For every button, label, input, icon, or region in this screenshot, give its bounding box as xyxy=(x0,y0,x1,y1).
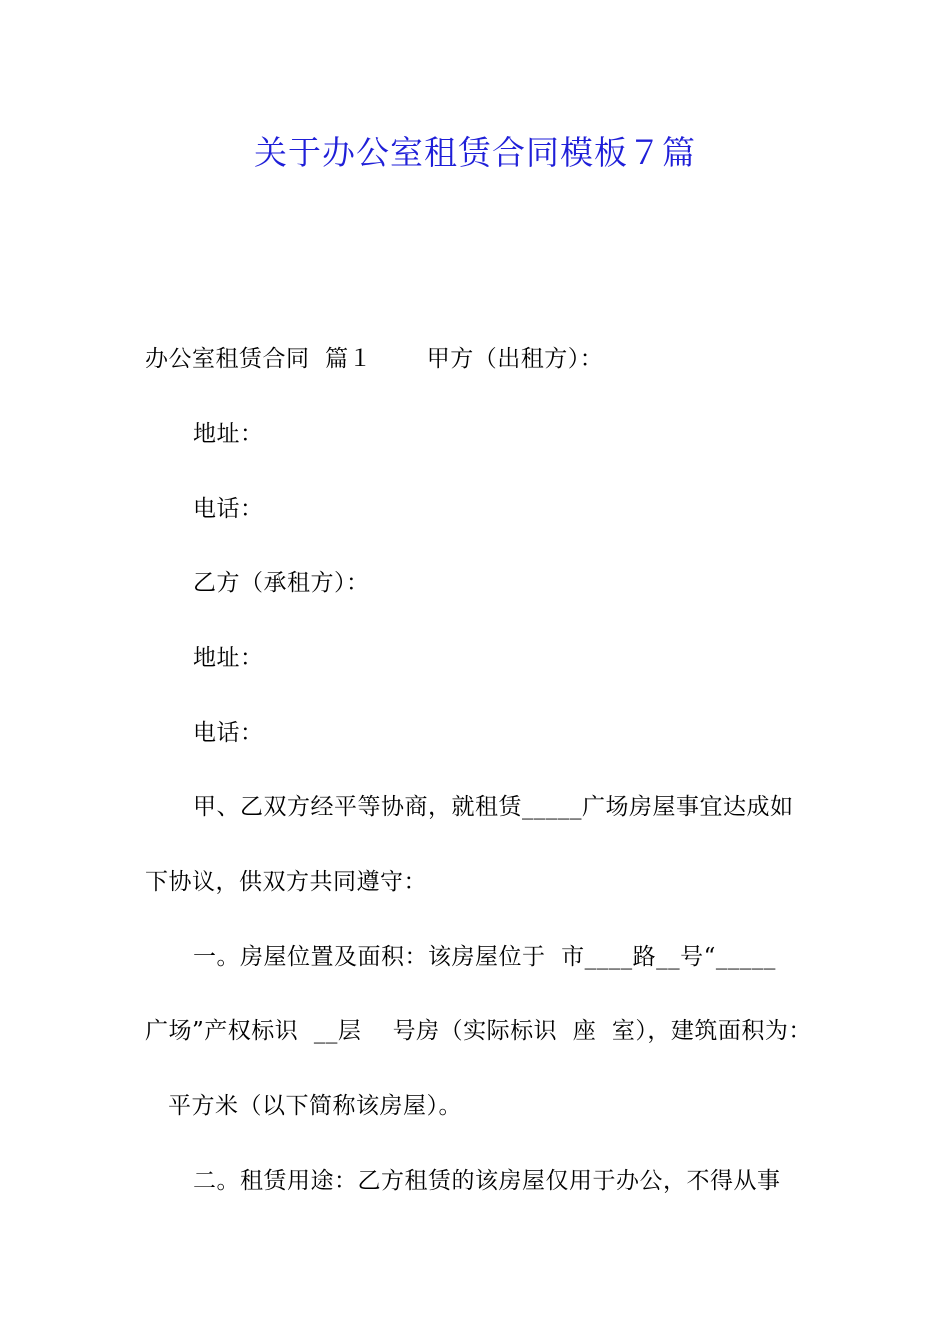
paragraph-line: 广场”产权标识 __层 号房（实际标识 座 室），建筑面积为： xyxy=(145,1018,812,1044)
paragraph-line: 乙方（承租方）： xyxy=(193,570,370,596)
paragraph-line: 地址： xyxy=(193,421,264,447)
document-title: 关于办公室租赁合同模板７篇 xyxy=(254,133,696,172)
paragraph-line: 二。租赁用途：乙方租赁的该房屋仅用于办公，不得从事 xyxy=(193,1168,781,1194)
paragraph-line: 平方米（以下简称该房屋）。 xyxy=(168,1093,462,1119)
paragraph-line: 办公室租赁合同 篇１ 甲方（出租方）： xyxy=(145,346,604,372)
paragraph-line: 电话： xyxy=(193,720,264,746)
paragraph-line: 地址： xyxy=(193,645,264,671)
paragraph-line: 电话： xyxy=(193,496,264,522)
paragraph-line: 甲、乙双方经平等协商，就租赁_____广场房屋事宜达成如 xyxy=(193,794,794,820)
paragraph-line: 一。房屋位置及面积：该房屋位于 市____路__号“_____ xyxy=(193,944,776,970)
paragraph-line: 下协议，供双方共同遵守： xyxy=(145,869,427,895)
